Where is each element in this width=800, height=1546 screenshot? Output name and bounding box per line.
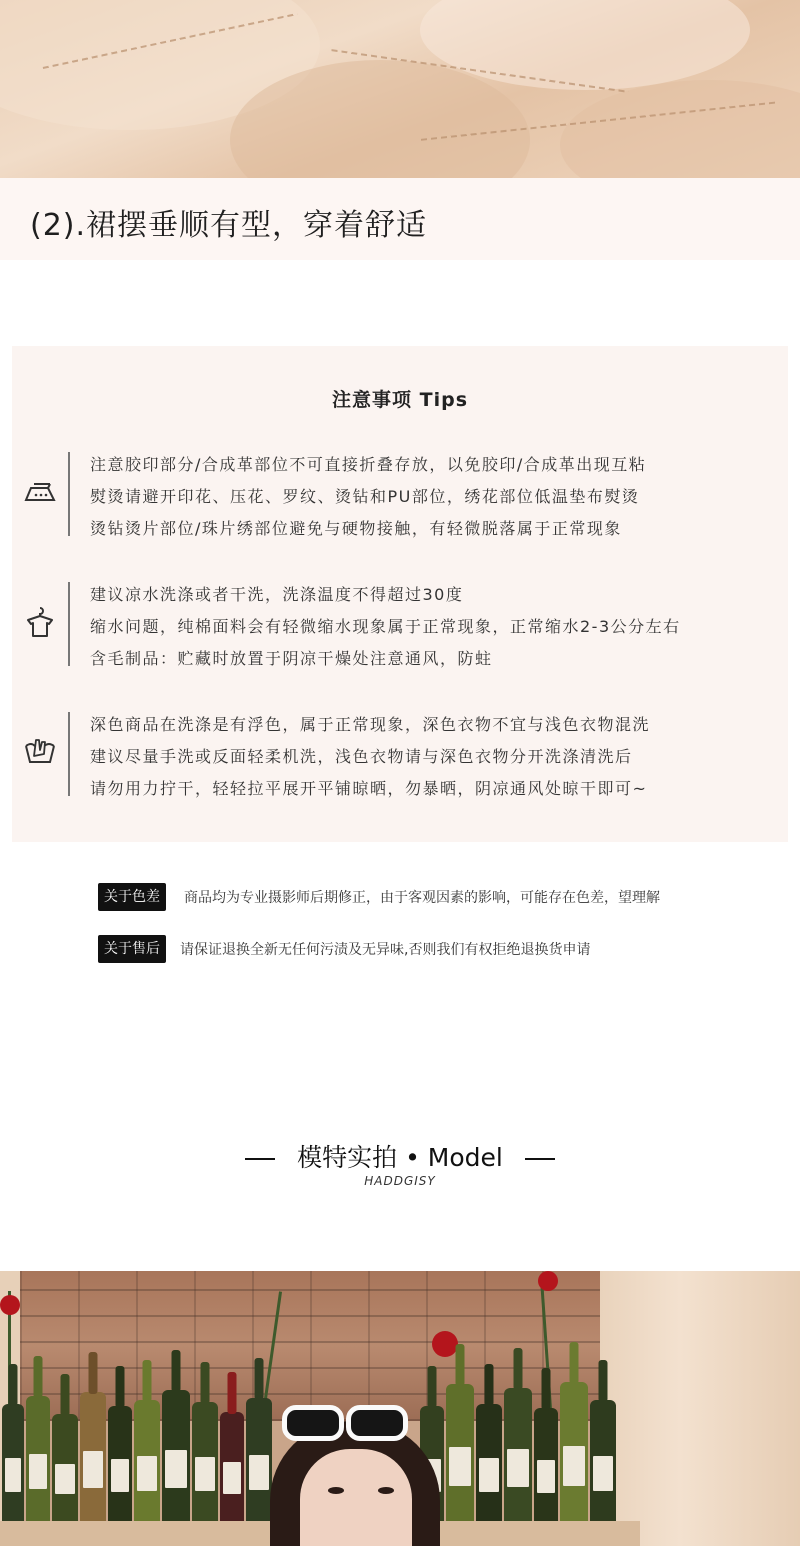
tip-line: 烫钻烫片部位/珠片绣部位避免与硬物接触，有轻微脱落属于正常现象 (90, 519, 622, 538)
fabric-fold (560, 80, 800, 178)
tips-title: 注意事项 Tips (332, 389, 468, 411)
fabric-detail-photo (0, 0, 800, 178)
model-eye (378, 1487, 394, 1494)
wood-panel-right (600, 1271, 800, 1546)
tip-line: 缩水问题，纯棉面料会有轻微缩水现象属于正常现象，正常缩水2-3公分左右 (90, 617, 681, 636)
wine-bottle (134, 1400, 160, 1524)
wine-bottle (590, 1400, 616, 1524)
wine-bottle (446, 1384, 474, 1524)
hand-wash-icon (22, 732, 58, 768)
model-eye (328, 1487, 344, 1494)
note-text: 商品均为专业摄影师后期修正，由于客观因素的影响，可能存在色差，望理解 (184, 890, 660, 906)
wine-bottle (52, 1414, 78, 1524)
tip-line: 建议尽量手洗或反面轻柔机洗，浅色衣物请与深色衣物分开洗涤清洗后 (90, 747, 633, 766)
wine-bottle (80, 1392, 106, 1524)
wine-bottle (162, 1390, 190, 1524)
wine-bottle (192, 1402, 218, 1524)
note-badge: 关于色差 (98, 883, 166, 911)
wine-bottle (26, 1396, 50, 1524)
brand-subtitle: HADDGISY (364, 1174, 436, 1188)
tip-line: 建议凉水洗涤或者干洗，洗涤温度不得超过30度 (90, 585, 464, 604)
tip-line: 深色商品在洗涤是有浮色，属于正常现象，深色衣物不宜与浅色衣物混洗 (90, 715, 651, 734)
iron-icon (22, 474, 58, 510)
tip-divider (68, 452, 70, 536)
model-title-text: 模特实拍 • Model (297, 1143, 503, 1172)
wine-bottle (476, 1404, 502, 1524)
wine-bottle (108, 1406, 132, 1524)
wine-bottle (504, 1388, 532, 1524)
model-face (300, 1449, 412, 1546)
tip-line: 请勿用力拧干，轻轻拉平展开平铺晾晒，勿暴晒，阴凉通风处晾干即可~ (90, 779, 648, 798)
tip-divider (68, 582, 70, 666)
rose-flower (0, 1295, 20, 1315)
note-badge: 关于售后 (98, 935, 166, 963)
rose-flower (432, 1331, 458, 1357)
note-text: 请保证退换全新无任何污渍及无异味,否则我们有权拒绝退换货申请 (180, 942, 591, 958)
tip-line: 熨烫请避开印花、压花、罗纹、烫钻和PU部位，绣花部位低温垫布熨烫 (90, 487, 640, 506)
wine-bottle (560, 1382, 588, 1524)
tip-line: 含毛制品：贮藏时放置于阴凉干燥处注意通风，防蛀 (90, 649, 493, 668)
rose-flower (538, 1271, 558, 1291)
caption-text: (2).裙摆垂顺有型，穿着舒适 (30, 208, 428, 243)
wine-bottle (534, 1408, 558, 1524)
title-dash-right (525, 1158, 555, 1160)
hanging-shirt-icon (22, 604, 58, 640)
tip-divider (68, 712, 70, 796)
model-photo (0, 1271, 800, 1546)
title-dash-left (245, 1158, 275, 1160)
wine-bottle (220, 1412, 244, 1524)
wine-bottle (2, 1404, 24, 1524)
wine-bottle (246, 1398, 272, 1524)
tip-line: 注意胶印部分/合成革部位不可直接折叠存放，以免胶印/合成革出现互粘 (90, 455, 647, 474)
white-sunglasses (280, 1401, 408, 1435)
model-section-title (0, 1138, 800, 1174)
